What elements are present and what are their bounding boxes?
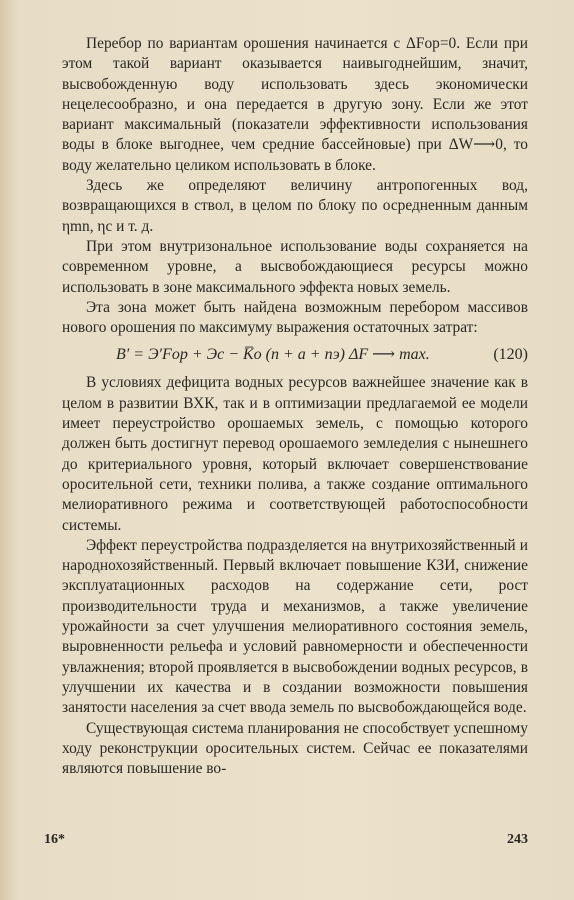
page-footer (44, 832, 528, 854)
equation-number: (120) (493, 346, 528, 364)
equation-formula: B′ = Э′Fор + Эс − K̅о (n + a + nэ) ΔF ⟶ max. (116, 346, 430, 364)
paragraph-4: Эта зона может быть найдена возможным перебором массивов нового орошения по максимуму выражения остаточных затрат: (62, 298, 528, 337)
paragraph-3: При этом внутризональное использование воды сохраняется на современном уровне, а высвобождающиеся ресурсы можно использовать в зоне максимального эффекта новых земель. (62, 237, 528, 296)
paragraph-1: Перебор по вариантам орошения начинается с ΔFор=0. Если при этом такой вариант оказывается наивыгоднейшим, значит, высвобожденную воду использовать здесь экономически нецелесообразно, и она передается в другую зону. Если же этот вариант максимальный (показатели эффективности использования воды в блоке выгоднее, чем средние бассейновые) при ΔW⟶0, то воду желательно целиком использовать в блоке. (62, 35, 528, 174)
equation-120 (62, 340, 528, 370)
paragraph-5: В условиях дефицита водных ресурсов важнейшее значение как в целом в развитии ВХК, так и в оптимизации предлагаемой ее модели имеет переустройство орошаемых земель, с помощью которого должен быть достигнут перевод орошаемого земледелия с нынешнего до критериального уровня, который включает совершенствование оросительной сети, техники полива, а также создание оптимального мелиоративного режима и соответствующей работоспособности системы. (62, 374, 528, 534)
paragraph-6: Эффект переустройства подразделяется на внутрихозяйственный и народнохозяйственный. Первый включает повышение КЗИ, снижение эксплуатационных расходов на содержание сети, рост производительности труда и механизмов, а также увеличение урожайности за счет улучшения мелиоративного состояния земель, выровненности рельефа и условий равномерности и обеспеченности увлажнения; второй проявляется в высвобождении водных ресурсов, в улучшении их качества и в создании возможности повышения занятости населения за счет ввода земель по высвобождающейся воде. (62, 536, 528, 717)
signature-mark: 16* (44, 832, 65, 847)
body-text (62, 34, 528, 779)
page-number: 243 (507, 832, 528, 847)
paragraph-7: Существующая система планирования не способствует успешному ходу реконструкции оросительных систем. Сейчас ее показателями являются повышение во- (62, 719, 528, 778)
paragraph-2: Здесь же определяют величину антропогенных вод, возвращающихся в ствол, в целом по блоку по осредненным данным ηmn, ηc и т. д. (62, 177, 528, 235)
